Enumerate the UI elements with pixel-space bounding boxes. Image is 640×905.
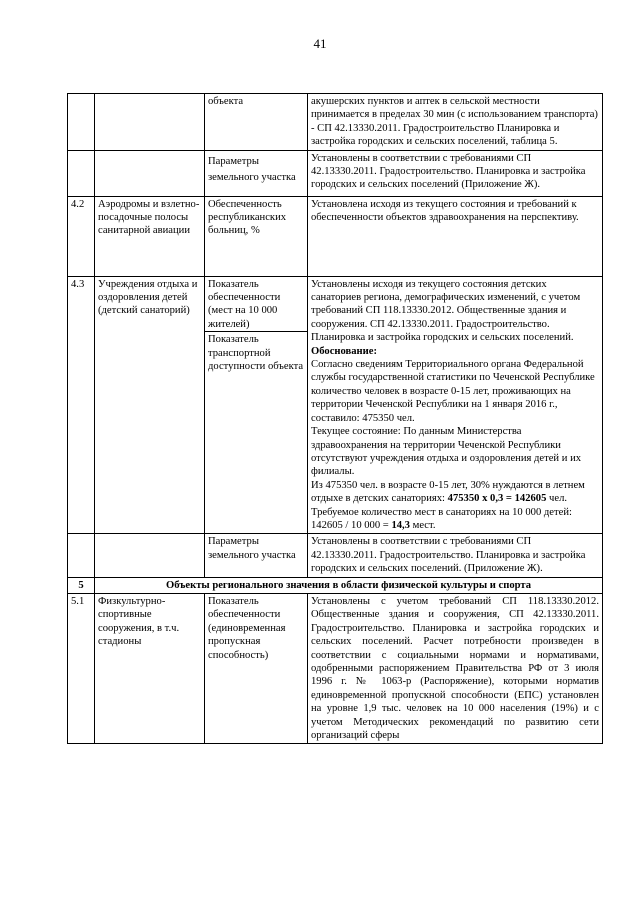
description-paragraph [311,479,599,506]
description-paragraph: Установлены исходя из текущего состояния детских санаториев региона, демографических изменений, с учетом требований СП 118.13330.2012. Общественные здания и сооружения. СП 42.13330.2011. Градостроительство. Планировка и застройка городских и сельских поселений. [311,278,581,344]
cell-description [308,276,603,534]
norms-table [67,93,603,744]
calc-value: 475350 x 0,3 = 142605 [447,493,547,505]
table-row [68,150,603,196]
description-paragraph: Согласно сведениям Территориального органа Федеральной службы государственной статистики по Чеченской Республике количество человек в возрасте 0-15 лет, проживающих на территории Чеченской Республики на 1 января 2016 г., составило: 475350 чел. [311,359,595,424]
cell-object-name: Аэродромы и взлетно-посадочные полосы санитарной авиации [95,196,205,276]
cell-object-name: Физкультурно-спортивные сооружения, в т.ч. стадионы [95,593,205,743]
indicator-capacity: Показатель обеспеченности (мест на 10 000 жителей) [208,278,281,330]
cell-indicator: Параметры земельного участка [205,534,308,577]
cell-object-name [95,534,205,577]
table-row [68,593,603,743]
cell-description: акушерских пунктов и аптек в сельской местности принимается в пределах 30 мин (с использованием транспорта) - СП 42.13330.2011. Градостроительство Планировка и застройка городских и сельских поселений, таблица 5. [308,94,603,151]
cell-indicator: Обеспеченность республиканских больниц, % [205,196,308,276]
cell-description: Установлены с учетом требований СП 118.13330.2012. Общественные здания и сооружения, СП 42.13330.2011. Градостроительство. Планировка и застройка городских и сельских поселений. Расчет потребности произведен в соответствии с социальными нормами и нормативами, одобренными распоряжением Правительства РФ от 3 июля 1996 г. № 1063-р (Распоряжение), которыми норматив единовременной пропускной способности (ЕПС) установлен на уровне 1,9 тыс. человек на 10 000 населения (19%) и с учетом Методических рекомендаций по развитию сети организаций сферы [308,593,603,743]
cell-indicator: Показатель обеспеченности (единовременная пропускная способность) [205,593,308,743]
cell-indicator [205,276,308,534]
text-span: Требуемое количество мест в санаториях на 10 000 детей: 142605 / 10 000 = [311,506,572,531]
cell-number [68,534,95,577]
cell-number: 4.3 [68,276,95,534]
text-span: чел. [546,493,568,505]
cell-indicator: Параметры земельного участка [205,150,308,196]
basis-heading: Обоснование: [311,345,377,357]
cell-number: 5.1 [68,593,95,743]
cell-number [68,94,95,151]
calc-value: 14,3 [391,519,410,531]
cell-description: Установлены в соответствии с требованиями СП 42.13330.2011. Градостроительство. Планировка и застройка городских и сельских поселений. (Приложение Ж). [308,534,603,577]
cell-description: Установлены в соответствии с требованиями СП 42.13330.2011. Градостроительство. Планировка и застройка городских и сельских поселений (Приложение Ж). [308,150,603,196]
cell-indicator: объекта [205,94,308,151]
table-row [68,196,603,276]
cell-number [68,150,95,196]
description-paragraph [311,506,599,533]
cell-object-name: Учреждения отдыха и оздоровления детей (детский санаторий) [95,276,205,534]
page-number: 41 [313,36,327,51]
text-span: мест. [409,519,436,531]
table-row [68,534,603,577]
cell-object-name [95,94,205,151]
table-row [68,276,603,534]
cell-object-name [95,150,205,196]
cell-number: 4.2 [68,196,95,276]
section-title: Объекты регионального значения в области физической культуры и спорта [95,577,603,593]
indicator-transport: Показатель транспортной доступности объекта [205,331,307,374]
text-span: Из 475350 чел. в возрасте 0-15 лет, 30% нуждаются в летнем отдыхе в детских санаториях: [311,479,585,505]
cell-description: Установлена исходя из текущего состояния и требований к обеспеченности объектов здравоохранения на перспективу. [308,196,603,276]
description-paragraph: Текущее состояние: По данным Министерства здравоохранения на территории Чеченской Республики отсутствуют учреждения отдыха и оздоровления детей и их филиалы. [311,426,582,478]
section-header-row [68,577,603,593]
table-row [68,94,603,151]
section-number: 5 [68,577,95,593]
